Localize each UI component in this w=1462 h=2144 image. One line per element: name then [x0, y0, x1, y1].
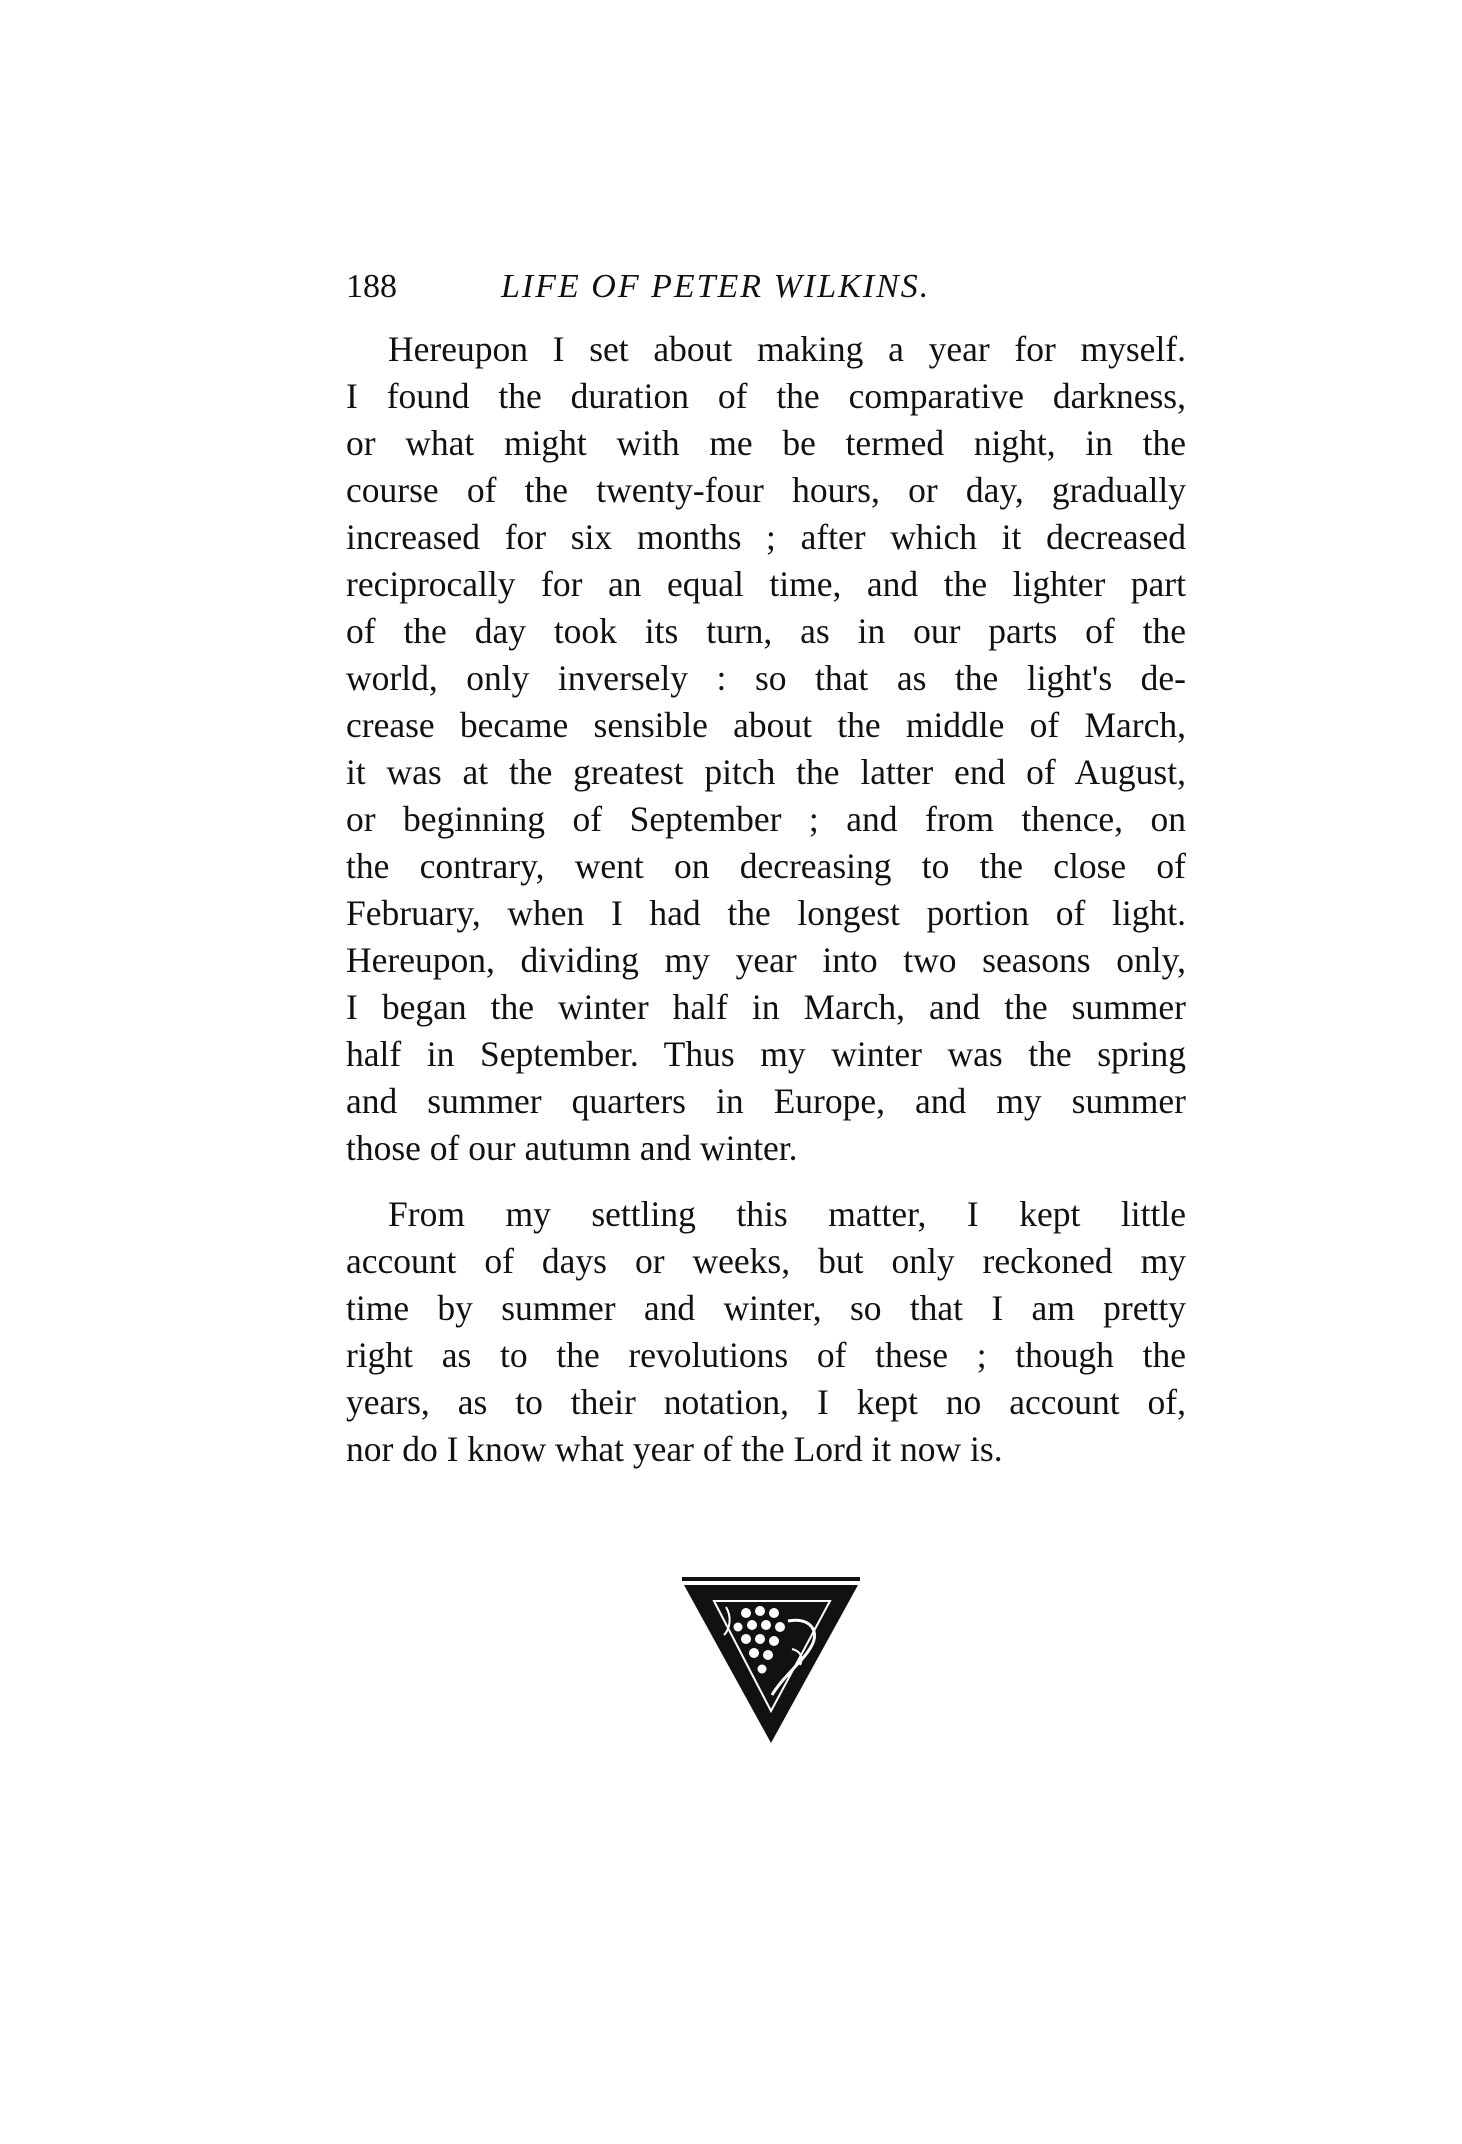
running-head [346, 262, 1346, 312]
text-line: or beginning of September ; and from thence, on [346, 799, 1186, 839]
grape-cluster-triangle-ornament-icon [680, 1577, 862, 1747]
text-line: nor do I know what year of the Lord it now is. [346, 1429, 1003, 1469]
running-title: LIFE OF PETER WILKINS. [501, 268, 931, 305]
text-line: right as to the revolutions of these ; though the [346, 1335, 1186, 1375]
text-line: reciprocally for an equal time, and the lighter part [346, 564, 1186, 604]
text-line: years, as to their notation, I kept no account of, [346, 1382, 1186, 1422]
text-line: Hereupon I set about making a year for myself. [388, 329, 1186, 369]
text-line: it was at the greatest pitch the latter end of August, [346, 752, 1186, 792]
text-line: increased for six months ; after which it decreased [346, 517, 1186, 557]
text-line: I found the duration of the comparative darkness, [346, 376, 1186, 416]
text-line: the contrary, went on decreasing to the close of [346, 846, 1186, 886]
text-line: course of the twenty-four hours, or day, gradually [346, 470, 1186, 510]
page-number: 188 [346, 268, 397, 305]
text-line: or what might with me be termed night, in the [346, 423, 1186, 463]
text-line: time by summer and winter, so that I am pretty [346, 1288, 1186, 1328]
text-line: crease became sensible about the middle of March, [346, 705, 1186, 745]
text-line: Hereupon, dividing my year into two seasons only, [346, 940, 1186, 980]
text-line: those of our autumn and winter. [346, 1128, 798, 1168]
text-line: February, when I had the longest portion of light. [346, 893, 1186, 933]
text-line: account of days or weeks, but only reckoned my [346, 1241, 1186, 1281]
text-line: and summer quarters in Europe, and my summer [346, 1081, 1186, 1121]
text-line: of the day took its turn, as in our parts of the [346, 611, 1186, 651]
text-line: world, only inversely : so that as the light's de- [346, 658, 1186, 698]
text-line: I began the winter half in March, and the summer [346, 987, 1186, 1027]
text-line: From my settling this matter, I kept little [388, 1194, 1186, 1234]
text-line: half in September. Thus my winter was the spring [346, 1034, 1186, 1074]
